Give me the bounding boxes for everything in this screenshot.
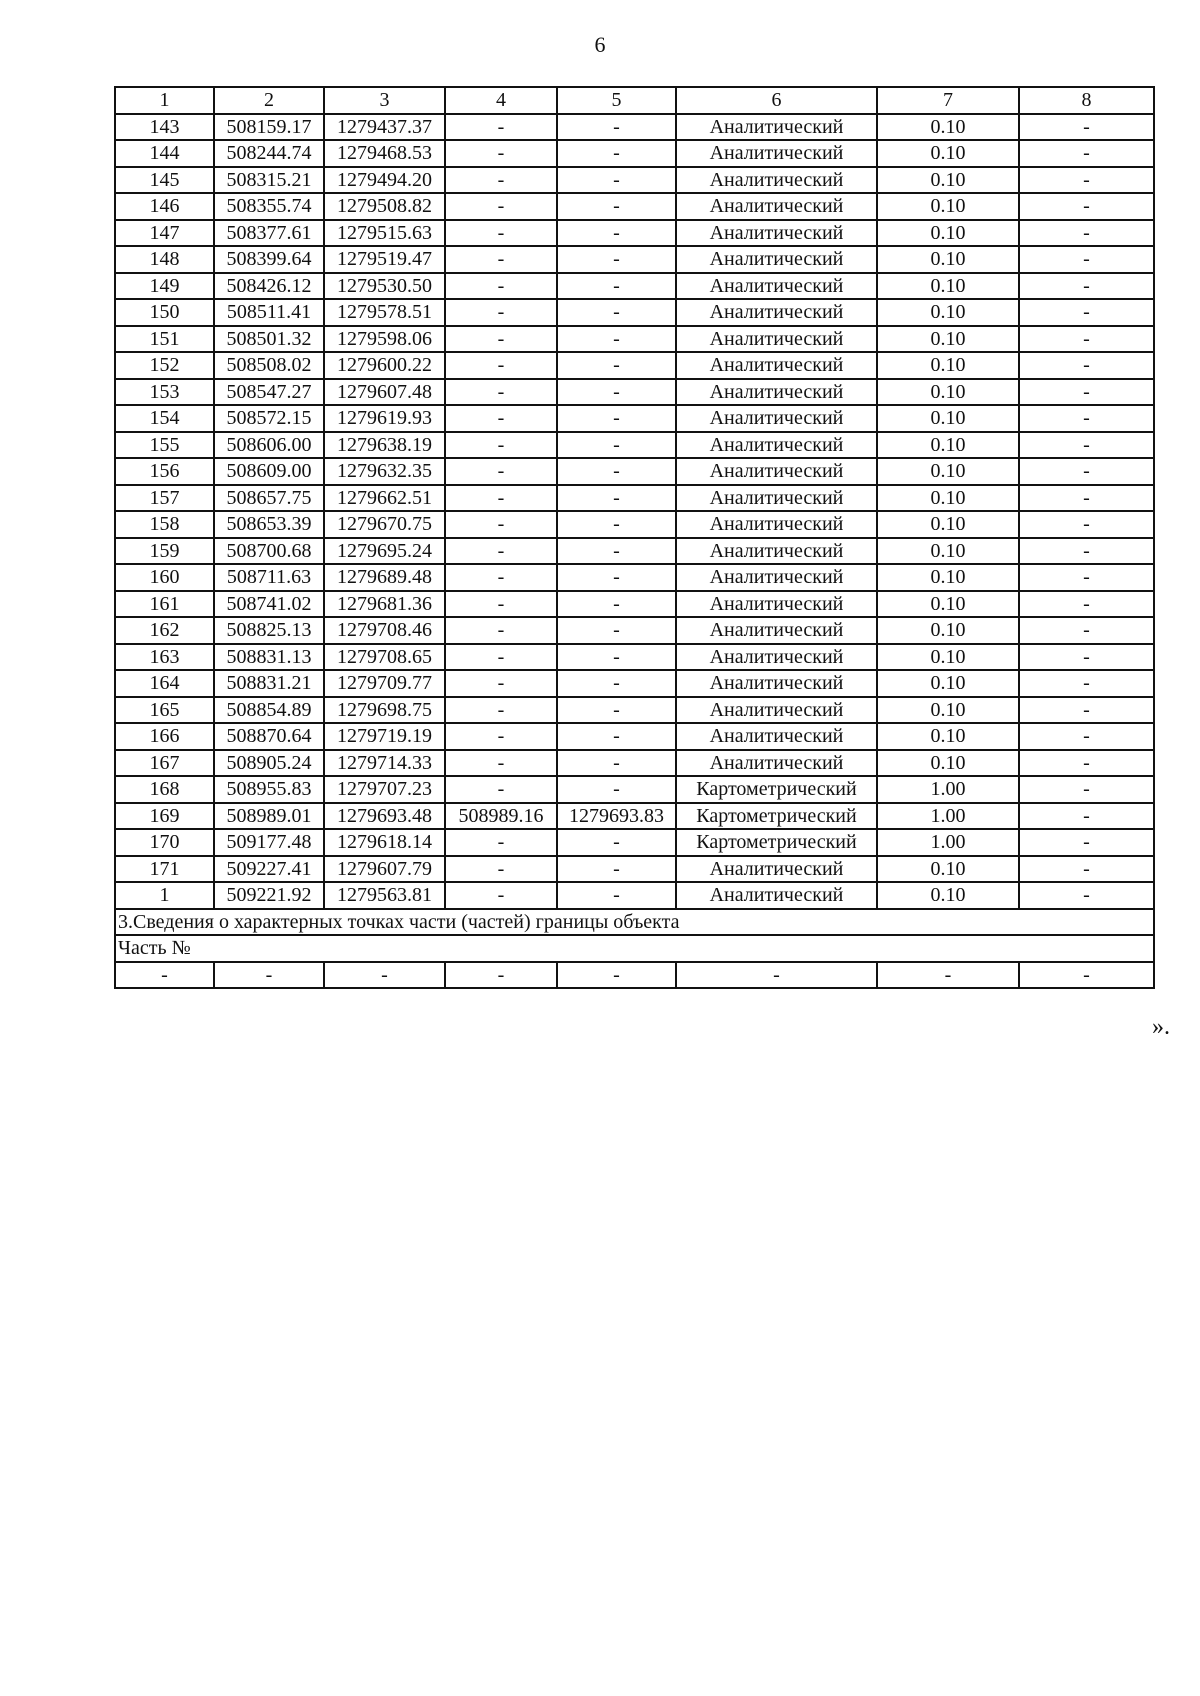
table-row	[115, 617, 1154, 644]
table-cell: -	[676, 962, 877, 989]
table-cell: 509177.48	[214, 829, 324, 856]
table-cell: Картометрический	[676, 803, 877, 830]
table-cell: 1.00	[877, 829, 1019, 856]
table-cell: 1279708.65	[324, 644, 445, 671]
table-cell: -	[445, 644, 557, 671]
table-cell: -	[557, 299, 676, 326]
table-cell: 1279519.47	[324, 246, 445, 273]
table-cell: 0.10	[877, 856, 1019, 883]
table-cell: 1279494.20	[324, 167, 445, 194]
table-row	[115, 140, 1154, 167]
table-cell: 158	[115, 511, 214, 538]
table-cell: Аналитический	[676, 617, 877, 644]
table-cell: 0.10	[877, 697, 1019, 724]
table-cell: -	[445, 882, 557, 909]
table-cell: 170	[115, 829, 214, 856]
table-cell: Картометрический	[676, 829, 877, 856]
table-cell: 508377.61	[214, 220, 324, 247]
page-number: 6	[594, 32, 606, 57]
table-cell: 508831.21	[214, 670, 324, 697]
table-cell: 167	[115, 750, 214, 777]
table-cell: -	[557, 538, 676, 565]
table-cell: 168	[115, 776, 214, 803]
table-cell: Аналитический	[676, 644, 877, 671]
table-cell: -	[557, 856, 676, 883]
table-cell: 0.10	[877, 750, 1019, 777]
table-cell: -	[557, 379, 676, 406]
table-cell: 509221.92	[214, 882, 324, 909]
table-cell: 509227.41	[214, 856, 324, 883]
table-cell: -	[445, 352, 557, 379]
table-cell: 1279632.35	[324, 458, 445, 485]
table-cell: 163	[115, 644, 214, 671]
table-cell: -	[115, 962, 214, 989]
table-row	[115, 220, 1154, 247]
table-cell: Аналитический	[676, 723, 877, 750]
table-cell: -	[445, 273, 557, 300]
table-cell: -	[1019, 644, 1154, 671]
table-cell: -	[1019, 140, 1154, 167]
table-cell: 159	[115, 538, 214, 565]
table-cell: -	[1019, 114, 1154, 141]
table-cell: 1.00	[877, 776, 1019, 803]
table-cell: -	[1019, 458, 1154, 485]
table-cell: 1279708.46	[324, 617, 445, 644]
table-cell: -	[1019, 750, 1154, 777]
table-cell: -	[1019, 167, 1154, 194]
table-cell: 2	[214, 87, 324, 114]
table-cell: -	[557, 882, 676, 909]
table-row	[115, 882, 1154, 909]
table-cell: 145	[115, 167, 214, 194]
table-cell: 1279638.19	[324, 432, 445, 459]
table-cell: 0.10	[877, 564, 1019, 591]
table-cell: 0.10	[877, 114, 1019, 141]
table-row	[115, 405, 1154, 432]
table-cell: 508825.13	[214, 617, 324, 644]
table-cell: 508399.64	[214, 246, 324, 273]
table-cell: -	[214, 962, 324, 989]
table-cell: -	[445, 750, 557, 777]
table-cell: 508572.15	[214, 405, 324, 432]
table-cell: Аналитический	[676, 511, 877, 538]
table-cell: Аналитический	[676, 485, 877, 512]
table-cell: 1279662.51	[324, 485, 445, 512]
table-cell: 0.10	[877, 352, 1019, 379]
table-cell: 1279598.06	[324, 326, 445, 353]
table-cell: 1279437.37	[324, 114, 445, 141]
table-cell: 1279707.23	[324, 776, 445, 803]
table-cell: 508606.00	[214, 432, 324, 459]
table-cell: 1279515.63	[324, 220, 445, 247]
table-cell: -	[557, 114, 676, 141]
table-row	[115, 564, 1154, 591]
table-cell: 1279607.48	[324, 379, 445, 406]
table-row	[115, 644, 1154, 671]
table-cell: -	[445, 405, 557, 432]
table-cell: 144	[115, 140, 214, 167]
table-cell: -	[445, 114, 557, 141]
table-cell: -	[445, 432, 557, 459]
table-cell: 508905.24	[214, 750, 324, 777]
table-cell: -	[1019, 432, 1154, 459]
table-cell: -	[445, 220, 557, 247]
table-cell: 169	[115, 803, 214, 830]
table-cell: 1279714.33	[324, 750, 445, 777]
table-cell: 1279693.83	[557, 803, 676, 830]
table-cell: 166	[115, 723, 214, 750]
table-row	[115, 538, 1154, 565]
table-cell: -	[557, 273, 676, 300]
table-cell: 1279681.36	[324, 591, 445, 618]
table-cell: 155	[115, 432, 214, 459]
table-cell: 508508.02	[214, 352, 324, 379]
table-cell: 508831.13	[214, 644, 324, 671]
table-cell: 153	[115, 379, 214, 406]
table-cell: 146	[115, 193, 214, 220]
table-cell: -	[445, 697, 557, 724]
table-row	[115, 511, 1154, 538]
table-cell: 1279600.22	[324, 352, 445, 379]
table-cell: -	[1019, 697, 1154, 724]
table-cell: 7	[877, 87, 1019, 114]
table-cell: 1.00	[877, 803, 1019, 830]
table-cell: Аналитический	[676, 591, 877, 618]
table-cell: -	[445, 458, 557, 485]
coordinates-table	[114, 86, 1155, 989]
table-cell: 0.10	[877, 246, 1019, 273]
table-cell: Аналитический	[676, 193, 877, 220]
closing-quote-mark: ».	[1152, 1014, 1170, 1040]
table-cell: 160	[115, 564, 214, 591]
table-cell: -	[557, 220, 676, 247]
table-cell: -	[1019, 352, 1154, 379]
table-cell: -	[1019, 591, 1154, 618]
table-cell: -	[324, 962, 445, 989]
table-cell: 0.10	[877, 140, 1019, 167]
table-cell: 1279508.82	[324, 193, 445, 220]
table-cell: -	[557, 776, 676, 803]
table-cell: 165	[115, 697, 214, 724]
table-cell: -	[1019, 723, 1154, 750]
table-cell: Картометрический	[676, 776, 877, 803]
table-cell: 1279698.75	[324, 697, 445, 724]
table-cell: Аналитический	[676, 697, 877, 724]
table-cell: 508870.64	[214, 723, 324, 750]
table-cell: 0.10	[877, 432, 1019, 459]
table-cell: 508955.83	[214, 776, 324, 803]
table-cell: -	[557, 140, 676, 167]
table-cell: -	[1019, 962, 1154, 989]
table-cell: 508355.74	[214, 193, 324, 220]
table-cell: 143	[115, 114, 214, 141]
table-cell: 156	[115, 458, 214, 485]
table-cell: -	[1019, 511, 1154, 538]
table-cell: 161	[115, 591, 214, 618]
table-cell: 508609.00	[214, 458, 324, 485]
table-row	[115, 776, 1154, 803]
table-cell: Аналитический	[676, 246, 877, 273]
table-cell: 164	[115, 670, 214, 697]
table-cell: 1279607.79	[324, 856, 445, 883]
table-cell: -	[557, 326, 676, 353]
table-cell: Аналитический	[676, 114, 877, 141]
table-cell: 0.10	[877, 591, 1019, 618]
table-cell: -	[1019, 220, 1154, 247]
table-cell: 0.10	[877, 670, 1019, 697]
table-cell: -	[557, 644, 676, 671]
table-cell: -	[1019, 405, 1154, 432]
table-row	[115, 299, 1154, 326]
table-cell: Аналитический	[676, 458, 877, 485]
table-cell: -	[1019, 273, 1154, 300]
table-cell: 150	[115, 299, 214, 326]
table-cell: -	[557, 246, 676, 273]
table-cell: -	[445, 140, 557, 167]
table-cell: 3	[324, 87, 445, 114]
table-cell: 1279468.53	[324, 140, 445, 167]
table-row	[115, 246, 1154, 273]
table-cell: 1279709.77	[324, 670, 445, 697]
table-cell: Аналитический	[676, 856, 877, 883]
table-cell: 162	[115, 617, 214, 644]
table-row	[115, 326, 1154, 353]
table-cell: -	[1019, 379, 1154, 406]
table-row	[115, 829, 1154, 856]
table-cell: -	[557, 352, 676, 379]
table-cell: 1279670.75	[324, 511, 445, 538]
table-header-row	[115, 87, 1154, 114]
table-cell: -	[557, 617, 676, 644]
table-cell: Аналитический	[676, 538, 877, 565]
table-cell: -	[445, 564, 557, 591]
table-cell: 148	[115, 246, 214, 273]
table-cell: 1279530.50	[324, 273, 445, 300]
table-cell: 508653.39	[214, 511, 324, 538]
table-cell: 508159.17	[214, 114, 324, 141]
table-cell: 151	[115, 326, 214, 353]
table-cell: -	[1019, 803, 1154, 830]
table-cell: Аналитический	[676, 882, 877, 909]
table-cell: -	[445, 670, 557, 697]
table-cell: -	[1019, 564, 1154, 591]
table-cell: 0.10	[877, 511, 1019, 538]
part-label-row	[115, 935, 1154, 962]
table-cell: 508989.16	[445, 803, 557, 830]
table-cell: 508426.12	[214, 273, 324, 300]
table-cell: -	[445, 379, 557, 406]
table-cell: -	[1019, 538, 1154, 565]
table-row	[115, 670, 1154, 697]
table-cell: -	[445, 246, 557, 273]
table-cell: -	[557, 511, 676, 538]
table-row	[115, 273, 1154, 300]
table-row	[115, 591, 1154, 618]
table-cell: 0.10	[877, 882, 1019, 909]
table-cell: Аналитический	[676, 326, 877, 353]
table-row	[115, 352, 1154, 379]
table-cell: -	[445, 299, 557, 326]
table-cell: 0.10	[877, 458, 1019, 485]
table-cell: -	[1019, 776, 1154, 803]
table-cell: 157	[115, 485, 214, 512]
table-cell: -	[557, 458, 676, 485]
table-cell: -	[557, 405, 676, 432]
table-cell: 508657.75	[214, 485, 324, 512]
table-cell: -	[445, 723, 557, 750]
table-cell: 4	[445, 87, 557, 114]
table-cell: Аналитический	[676, 220, 877, 247]
table-cell: -	[557, 564, 676, 591]
table-cell: Аналитический	[676, 564, 877, 591]
table-cell: -	[445, 538, 557, 565]
table-cell: -	[557, 962, 676, 989]
table-cell: -	[1019, 246, 1154, 273]
table-cell: 508854.89	[214, 697, 324, 724]
table-cell: 508501.32	[214, 326, 324, 353]
table-cell: -	[877, 962, 1019, 989]
table-cell: -	[1019, 299, 1154, 326]
table-row	[115, 193, 1154, 220]
table-row	[115, 379, 1154, 406]
table-cell: -	[445, 326, 557, 353]
table-cell: 147	[115, 220, 214, 247]
table-cell: 154	[115, 405, 214, 432]
table-cell: 171	[115, 856, 214, 883]
table-cell: Аналитический	[676, 352, 877, 379]
table-cell: 1279619.93	[324, 405, 445, 432]
table-row	[115, 803, 1154, 830]
table-cell: -	[557, 193, 676, 220]
table-cell: -	[445, 776, 557, 803]
table-cell: 152	[115, 352, 214, 379]
table-cell: 0.10	[877, 405, 1019, 432]
table-cell: -	[1019, 882, 1154, 909]
table-cell: -	[1019, 670, 1154, 697]
table-cell: 6	[676, 87, 877, 114]
table-cell: -	[557, 432, 676, 459]
table-cell: -	[445, 829, 557, 856]
table-row	[115, 485, 1154, 512]
table-cell: 149	[115, 273, 214, 300]
table-cell: -	[557, 750, 676, 777]
table-cell: -	[445, 485, 557, 512]
table-cell: 8	[1019, 87, 1154, 114]
table-cell: 0.10	[877, 299, 1019, 326]
table-cell: -	[1019, 193, 1154, 220]
table-cell: 0.10	[877, 193, 1019, 220]
table-row-empty	[115, 962, 1154, 989]
table-cell: -	[445, 167, 557, 194]
table-cell: -	[1019, 856, 1154, 883]
table-cell: 0.10	[877, 723, 1019, 750]
section-heading-row	[115, 909, 1154, 936]
table-cell: -	[557, 723, 676, 750]
table-cell: 1279719.19	[324, 723, 445, 750]
table-cell: 0.10	[877, 326, 1019, 353]
table-row	[115, 167, 1154, 194]
table-cell: 508711.63	[214, 564, 324, 591]
table-row	[115, 856, 1154, 883]
table-cell: -	[557, 670, 676, 697]
table-cell: Аналитический	[676, 670, 877, 697]
table-cell: -	[445, 591, 557, 618]
table-cell: 1279563.81	[324, 882, 445, 909]
table-row	[115, 114, 1154, 141]
table-cell: 0.10	[877, 538, 1019, 565]
table-row	[115, 723, 1154, 750]
table-cell: 0.10	[877, 379, 1019, 406]
table-cell: 1	[115, 882, 214, 909]
table-cell: 508315.21	[214, 167, 324, 194]
table-cell: 1279618.14	[324, 829, 445, 856]
table-cell: 1279695.24	[324, 538, 445, 565]
table-cell: 508989.01	[214, 803, 324, 830]
table-row	[115, 432, 1154, 459]
table-cell: Аналитический	[676, 405, 877, 432]
table-row	[115, 458, 1154, 485]
table-cell: Аналитический	[676, 273, 877, 300]
table-cell: Аналитический	[676, 432, 877, 459]
table-cell: 1279693.48	[324, 803, 445, 830]
table-cell: -	[557, 829, 676, 856]
table-cell: 0.10	[877, 644, 1019, 671]
table-cell: 0.10	[877, 485, 1019, 512]
table-cell: -	[557, 697, 676, 724]
table-cell: 0.10	[877, 167, 1019, 194]
table-cell: 508741.02	[214, 591, 324, 618]
table-cell: -	[557, 591, 676, 618]
table-cell: -	[445, 617, 557, 644]
table-cell: 508547.27	[214, 379, 324, 406]
table-cell: 1	[115, 87, 214, 114]
table-cell: -	[1019, 617, 1154, 644]
table-cell: -	[557, 167, 676, 194]
table-cell: -	[1019, 326, 1154, 353]
table-cell: Аналитический	[676, 167, 877, 194]
table-cell: Аналитический	[676, 379, 877, 406]
table-cell: -	[557, 485, 676, 512]
table-cell: 508700.68	[214, 538, 324, 565]
table-cell: 508511.41	[214, 299, 324, 326]
table-cell: -	[445, 511, 557, 538]
table-cell: 1279689.48	[324, 564, 445, 591]
table-cell: -	[445, 962, 557, 989]
table-cell: 5	[557, 87, 676, 114]
table-cell: 0.10	[877, 273, 1019, 300]
table-cell: 1279578.51	[324, 299, 445, 326]
table-cell: -	[1019, 485, 1154, 512]
table-cell: Аналитический	[676, 750, 877, 777]
table-cell: 508244.74	[214, 140, 324, 167]
table-cell: Аналитический	[676, 299, 877, 326]
part-label-row-text: Часть №	[115, 935, 1154, 962]
table-cell: -	[445, 856, 557, 883]
table-cell: Аналитический	[676, 140, 877, 167]
table-cell: -	[445, 193, 557, 220]
table-cell: 0.10	[877, 617, 1019, 644]
table-row	[115, 750, 1154, 777]
section-heading-row-text: 3.Сведения о характерных точках части (частей) границы объекта	[115, 909, 1154, 936]
table-cell: 0.10	[877, 220, 1019, 247]
table-row	[115, 697, 1154, 724]
table-cell: -	[1019, 829, 1154, 856]
